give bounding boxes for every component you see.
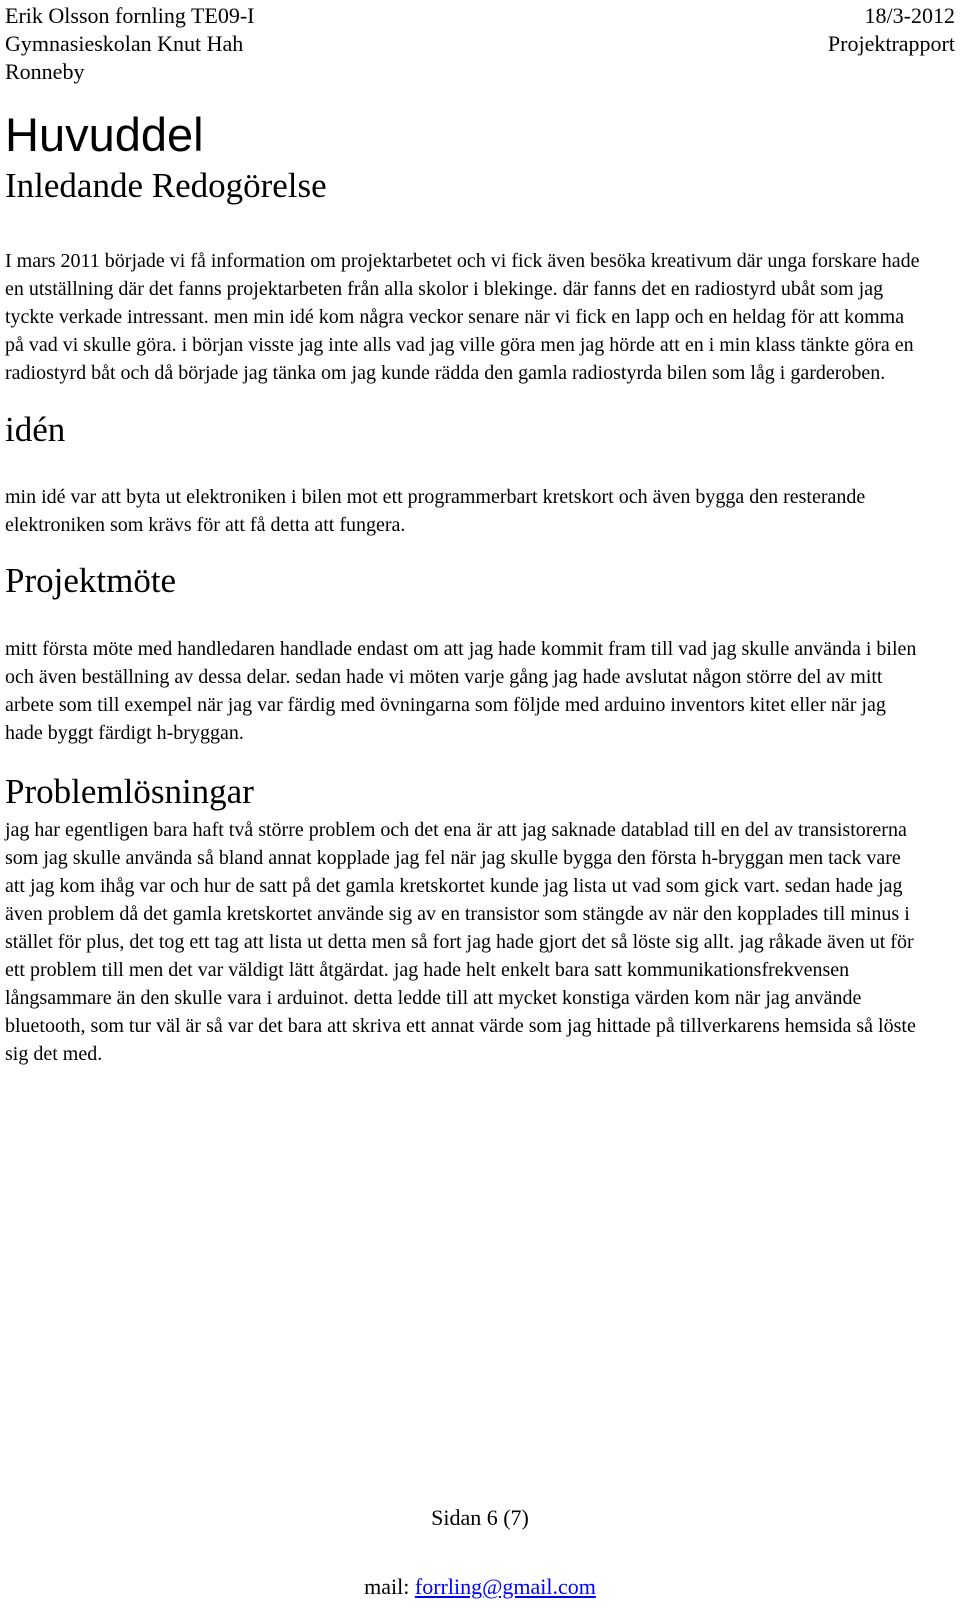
section-heading-iden: idén	[5, 410, 66, 449]
header-row-1	[5, 2, 955, 30]
mail-link[interactable]: forrling@gmail.com	[414, 1574, 596, 1599]
header-row-3	[5, 58, 955, 86]
header-date: 18/3-2012	[864, 3, 955, 28]
header-row-2	[5, 30, 955, 58]
header-author-class: Erik Olsson fornling TE09-I	[5, 3, 255, 28]
document-body	[5, 108, 925, 1068]
header-doc-type: Projektrapport	[827, 31, 955, 56]
mail-label: mail:	[364, 1574, 410, 1599]
section-heading-inledande: Inledande Redogörelse	[5, 166, 327, 205]
section-text-iden: min idé var att byta ut elektroniken i bilen mot ett programmerbart kretskort och även bygga den resterande elektroniken som krävs för att få detta att fungera.	[5, 486, 866, 536]
section-text-inledande: I mars 2011 började vi få information om projektarbetet och vi fick även besöka kreativum där unga forskare hade en utställning där det fanns projektarbeten från alla skolor i blekinge. där fanns det en radiostyrd ubåt som jag tyckte verkade intressant. men min idé kom några veckor senare när vi fick en lapp och en heldag för att komma på vad vi skulle göra. i början visste jag inte alls vad jag ville göra men jag hörde att en i min klass tänkte göra en radiostyrd båt och då började jag tänka om jag kunde rädda den gamla radiostyrda bilen som låg i garderoben.	[5, 250, 920, 384]
page-title: Huvuddel	[5, 108, 204, 161]
header-school: Gymnasieskolan Knut Hah	[5, 31, 244, 56]
section-text-projektmote: mitt första möte med handledaren handlade endast om att jag hade kommit fram till vad jag skulle använda i bilen och även beställning av dessa delar. sedan hade vi möten varje gång jag hade avslutat någon större del av mitt arbete som till exempel när jag var färdig med övningarna som följde med arduino inventors kitet eller när jag hade byggt färdigt h-bryggan.	[5, 638, 917, 744]
section-text-problemlosningar: jag har egentligen bara haft två större problem och det ena är att jag saknade datablad till en del av transistorerna som jag skulle använda så bland annat kopplade jag fel när jag skulle bygga den första h-bryggan men tack vare att jag kom ihåg var och hur de satt på det gamla kretskortet kunde jag lista ut vad som gick vart. sedan hade jag även problem då det gamla kretskortet använde sig av en transistor som stängde av när den kopplades till minus i stället för plus, det tog ett tag att lista ut detta men så fort jag hade gjort det så löste sig allt. jag råkade även ut för ett problem till men det var väldigt lätt åtgärdat. jag hade helt enkelt bara satt kommunikationsfrekvensen långsammare än den skulle vara i arduinot. detta ledde till att mycket konstiga värden kom när jag använde bluetooth, som tur väl är så var det bara att skriva ett annat värde som jag hittade på tillverkarens hemsida så löste sig det med.	[5, 819, 916, 1065]
page-number: Sidan 6 (7)	[431, 1505, 529, 1530]
section-heading-problemlosningar: Problemlösningar	[5, 772, 254, 811]
header-city: Ronneby	[5, 59, 85, 84]
footer-mail	[0, 1572, 960, 1602]
section-heading-projektmote: Projektmöte	[5, 561, 177, 600]
